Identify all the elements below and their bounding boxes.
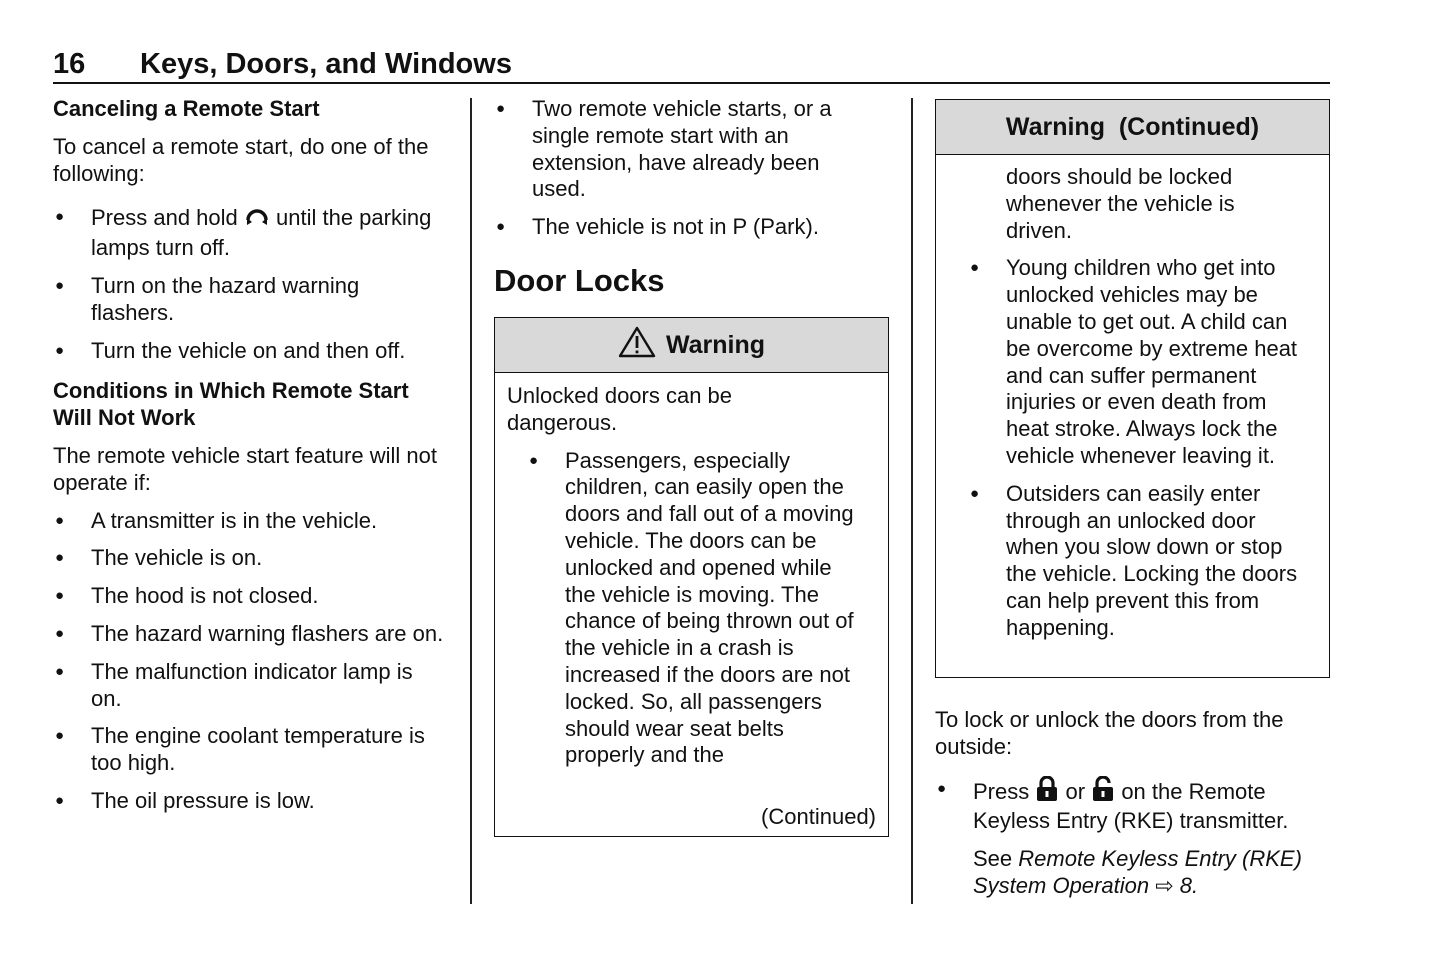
lock-icon — [1035, 776, 1059, 809]
list-item: ● The hazard warning flashers are on. — [53, 621, 448, 648]
see-prefix: See — [973, 846, 1013, 872]
see-ref-title[interactable]: Remote Keyless Entry (RKE) System Operation — [973, 846, 1302, 898]
list-item: ● Two remote vehicle starts, or a single remote start with an extension, have already been used. — [494, 96, 872, 203]
lock-intro: To lock or unlock the doors from the outside: — [935, 707, 1284, 759]
see-ref-page[interactable]: 8. — [1179, 872, 1199, 898]
chapter-title: Keys, Doors, and Windows — [140, 48, 512, 80]
list-item: ● A transmitter is in the vehicle. — [53, 508, 448, 535]
list-item: ● Passengers, especially children, can easily open the doors and fall out of a moving vehicle. The doors can be unlocked and opened while the vehicle is moving. The chance of being thrown out of the vehicle in a crash is increased if the doors are not locked. So, all passengers should wear seat belts properly and the — [527, 448, 863, 770]
list-item: ● Turn the vehicle on and then off. — [53, 338, 448, 365]
column-divider-right — [911, 98, 913, 904]
warning-intro: Unlocked doors can be dangerous. — [507, 383, 733, 435]
column-divider-left — [470, 98, 472, 904]
warning-list — [527, 448, 867, 770]
column-1 — [53, 96, 448, 815]
warning-continued-title: Warning (Continued) — [1005, 112, 1260, 141]
cancel-bullet-1-post: until the parking lamps turn off. — [91, 205, 432, 261]
list-item — [53, 204, 448, 262]
list-item: ● The hood is not closed. — [53, 583, 448, 610]
list-item: ● Turn on the hazard warning flashers. — [53, 273, 448, 327]
remote-start-list-cont — [494, 96, 874, 241]
warning-continued-list — [968, 255, 1313, 641]
warning-continued-lead: doors should be locked whenever the vehicle is driven. — [1006, 164, 1235, 243]
lock-instructions — [935, 707, 1330, 900]
page-number: 16 — [53, 48, 86, 80]
continued-label: (Continued) — [761, 804, 876, 829]
or-word: or — [1065, 778, 1086, 804]
press-word: Press — [973, 778, 1030, 804]
cancel-heading: Canceling a Remote Start — [53, 96, 320, 121]
unlock-icon — [1091, 776, 1115, 809]
list-item: ● The vehicle is on. — [53, 545, 448, 572]
warning-continued-box — [935, 99, 1330, 678]
conditions-intro: The remote vehicle start feature will not operate if: — [53, 442, 437, 495]
column-2 — [494, 96, 874, 241]
warning-title: Warning — [665, 330, 766, 359]
remote-start-icon — [244, 204, 270, 235]
page-reference-arrow-icon: ⇨ — [1155, 872, 1174, 898]
list-item — [935, 776, 1330, 900]
see-reference — [973, 846, 1330, 900]
press-rest: on the Remote Keyless Entry (RKE) transmitter. — [973, 778, 1289, 834]
list-item: ● The vehicle is not in P (Park). — [494, 214, 874, 241]
list-item: ● The malfunction indicator lamp is on. — [53, 659, 448, 713]
section-title: Door Locks — [494, 263, 665, 298]
cancel-list — [53, 204, 448, 364]
warning-continued-body — [968, 164, 1313, 642]
conditions-heading: Conditions in Which Remote Start Will Not Work — [53, 378, 409, 431]
header-rule — [53, 82, 1330, 84]
cancel-bullet-1-pre: Press and hold — [91, 205, 238, 231]
conditions-list — [53, 508, 448, 815]
warning-box — [494, 317, 889, 837]
cancel-intro: To cancel a remote start, do one of the following: — [53, 133, 429, 186]
warning-triangle-icon — [618, 326, 656, 365]
warning-header — [495, 318, 888, 373]
list-item: ● The engine coolant temperature is too high. — [53, 723, 448, 777]
warning-body — [507, 383, 867, 769]
list-item: ● Young children who get into unlocked vehicles may be unable to get out. A child can be overcome by extreme heat and can suffer permanent injuries or even death from heat stroke. Always lock the vehicle whenever leaving it. — [968, 255, 1313, 469]
list-item: ● Outsiders can easily enter through an unlocked door when you slow down or stop the vehicle. Locking the doors can help prevent this from happening. — [968, 481, 1313, 642]
lock-list — [935, 776, 1330, 900]
warning-continued-header — [936, 100, 1329, 155]
list-item: ● The oil pressure is low. — [53, 788, 448, 815]
